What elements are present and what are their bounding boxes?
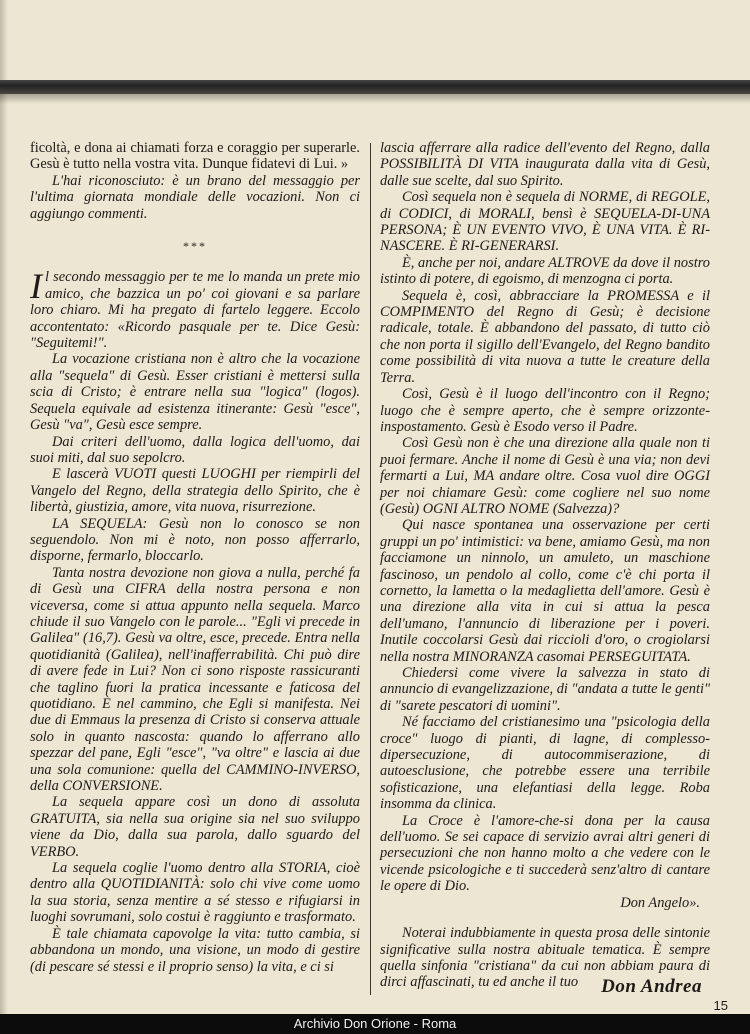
section-separator: *** [183, 239, 207, 254]
drop-cap: I [30, 266, 42, 307]
paragraph: Tanta nostra devozione non giova a nulla, perché fa di Gesù una CIFRA della nostra persona e non viceversa, come si attua appunto nella sequela. Marco chiude il suo Vangelo con le parole... "Egli vi precede in Galilea" (16,7). Gesù va oltre, esce, precede. Entra nella quotidianità (Galilea), nell'inafferrabilità. Chi può dire di avere fede in Lui? Non ci sono risposte rassicuranti che taglino fuori la pratica incessante e faticosa del quotidiano. È nel cammino, che Egli si manifesta. Nei due di Emmaus la presenza di Cristo si conserva attuale solo in quanto nascosta: quando lo afferrano allo spezzar del pane, Egli "esce", "va oltre" e lascia ai due una sola comunione: quella del CAMMINO-INVERSO, della CONVERSIONE. [30, 564, 360, 795]
paragraph: Qui nasce spontanea una osservazione per certi gruppi un po' intimistici: va bene, amiamo Gesù, ma non facciamone un ninnolo, un amuleto, un maschione fascinoso, un pendolo al collo, come c'è chi porta il cornetto, la lametta o la medaglietta dell'amore. Gesù è una direzione alla vita in cui si attua la pesca dell'umano, l'annuncio di liberazione per i poveri. Inutile coccolarsi Gesù dai riccioli d'oro, o crogiolarsi nella nostra MINORANZA casomai PERSEGUITATA. [380, 517, 710, 665]
paragraph: La vocazione cristiana non è altro che la vocazione alla "sequela" di Gesù. Esser cristiani è mettersi sulla scia di Cristo; è entrare nella sua "logica" (logos). Sequela equivale ad esistenza itinerante: Gesù "esce", Gesù "va", Gesù esce sempre. [30, 351, 360, 434]
paragraph: ficoltà, e dona ai chiamati forza e coraggio per superarle. Gesù è tutto nella vostra vita. Dunque fidatevi di Lui. » [30, 140, 360, 173]
paragraph: Noterai indubbiamente in questa prosa delle sintonie significative sulla nostra abituale tematica. È sempre quella sinfonia "cristiana" da cui non abbiam paura di dirci affascinati, tu ed anche il tuo [380, 925, 710, 991]
page-edge-shade [0, 0, 8, 1034]
paragraph: Né facciamo del cristianesimo una "psicologia della croce" luogo di pianti, di lagne, di complesso-dipersecuzione, di autocommiserazione, di autoesclusione, che potrebbe essere una terribile sofisticazione, una elefantiasi della legge. Roba insomma da clinica. [380, 714, 710, 813]
paragraph: Così Gesù non è che una direzione alla quale non ti puoi fermare. Anche il nome di Gesù è una via; non devi fermarti a Lui, MA andare oltre. Cosa vuol dire OGGI per noi chiamare Gesù: come cogliere nel suo nome (Gesù) OGNI ALTRO NOME (Salvezza)? [380, 435, 710, 517]
paragraph: LA SEQUELA: Gesù non lo conosco se non seguendolo. Non mi è noto, non posso afferrarlo, disporne, fermarlo, bloccarlo. [30, 515, 360, 565]
paragraph-text: l secondo messaggio per te me lo manda un prete mio amico, che bazzica un po' coi giovani e sa parlare loro chiaro. Mi ha pregato di fartelo leggere. Eccolo accontentato: «Ricordo pasquale per te. Dice Gesù: "Seguitemi!". [30, 269, 360, 352]
paragraph: Così, Gesù è il luogo dell'incontro con il Regno; luogo che è sempre aperto, che è sempre orizzonte-inspostamento. Gesù è Esodo verso il Padre. [380, 386, 710, 435]
page-binding-band [0, 80, 750, 94]
right-column [380, 140, 710, 991]
column-divider [370, 143, 371, 995]
author-signature: Don Andrea [601, 976, 702, 997]
archive-footer: Archivio Don Orione - Roma [0, 1014, 750, 1034]
paragraph: Così sequela non è sequela di NORME, di REGOLE, di CODICI, di MORALI, bensì è SEQUELA-DI-UNA PERSONA; È UN EVENTO VIVO, È UNA VITA. È RI-NASCERE. È RI-GENERARSI. [380, 189, 710, 255]
paragraph: E lascerà VUOTI questi LUOGHI per riempirli del Vangelo del Regno, della strategia dello Spirito, che è libertà, giustizia, amore, vita nuova, risurrezione. [30, 466, 360, 516]
spacer [380, 911, 710, 925]
left-column [30, 140, 360, 975]
paragraph-dropcap [30, 266, 360, 352]
binding-shadow [0, 94, 750, 104]
paragraph: È, anche per noi, andare ALTROVE da dove il nostro istinto di potere, di egoismo, di menzogna ci porta. [380, 254, 710, 288]
paragraph: La Croce è l'amore-che-si dona per la causa dell'uomo. Se sei capace di servizio avrai altri generi di persecuzioni che non hanno molto a che vedere con le vicende psicologiche e ti succederà senz'altro di cantare le opere di Dio. [380, 812, 710, 895]
paragraph: La sequela coglie l'uomo dentro alla STORIA, cioè dentro alla QUOTIDIANITÀ: solo chi vive come uomo la sua storia, senza mentire a sé stesso e rifugiarsi in luoghi sovrumani, solo costui è raggiunto e trasformato. [30, 860, 360, 926]
paragraph: La sequela appare così un dono di assoluta GRATUITA, sia nella sua origine sia nel suo sviluppo viene da Dio, dalla sua parola, dallo sguardo del VERBO. [30, 794, 360, 860]
paragraph: È tale chiamata capovolge la vita: tutto cambia, si abbandona un mondo, una visione, un modo di gestire (di pescare sé stessi e il proprio senso) la vita, e ci si [30, 925, 360, 975]
paragraph: Chiedersi come vivere la salvezza in stato di annuncio di evangelizzazione, di "andata a tutte le genti" di "sarete pescatori di uomini". [380, 665, 710, 714]
paragraph: Dai criteri dell'uomo, dalla logica dell'uomo, dai suoi miti, dal suo sepolcro. [30, 433, 360, 466]
letter-signature: Don Angelo». [620, 894, 700, 911]
paragraph: lascia afferrare alla radice dell'evento del Regno, dalla POSSIBILITÀ DI VITA inaugurata dalla vita di Gesù, dalle sue scelte, dal suo Spirito. [380, 140, 710, 189]
paragraph: L'hai riconosciuto: è un brano del messaggio per l'ultima giornata mondiale delle vocazioni. Non ci aggiungo commenti. [30, 172, 360, 222]
page-number: 15 [713, 998, 728, 1013]
paragraph: Sequela è, così, abbracciare la PROMESSA e il COMPIMENTO del Regno di Gesù; è decisione radicale, totale. È abbandono del passato, di tutto ciò che non porta il sigillo dell'Evangelo, del Regno bandito come possibilità di vita nuova a tutte le creature della Terra. [380, 287, 710, 386]
